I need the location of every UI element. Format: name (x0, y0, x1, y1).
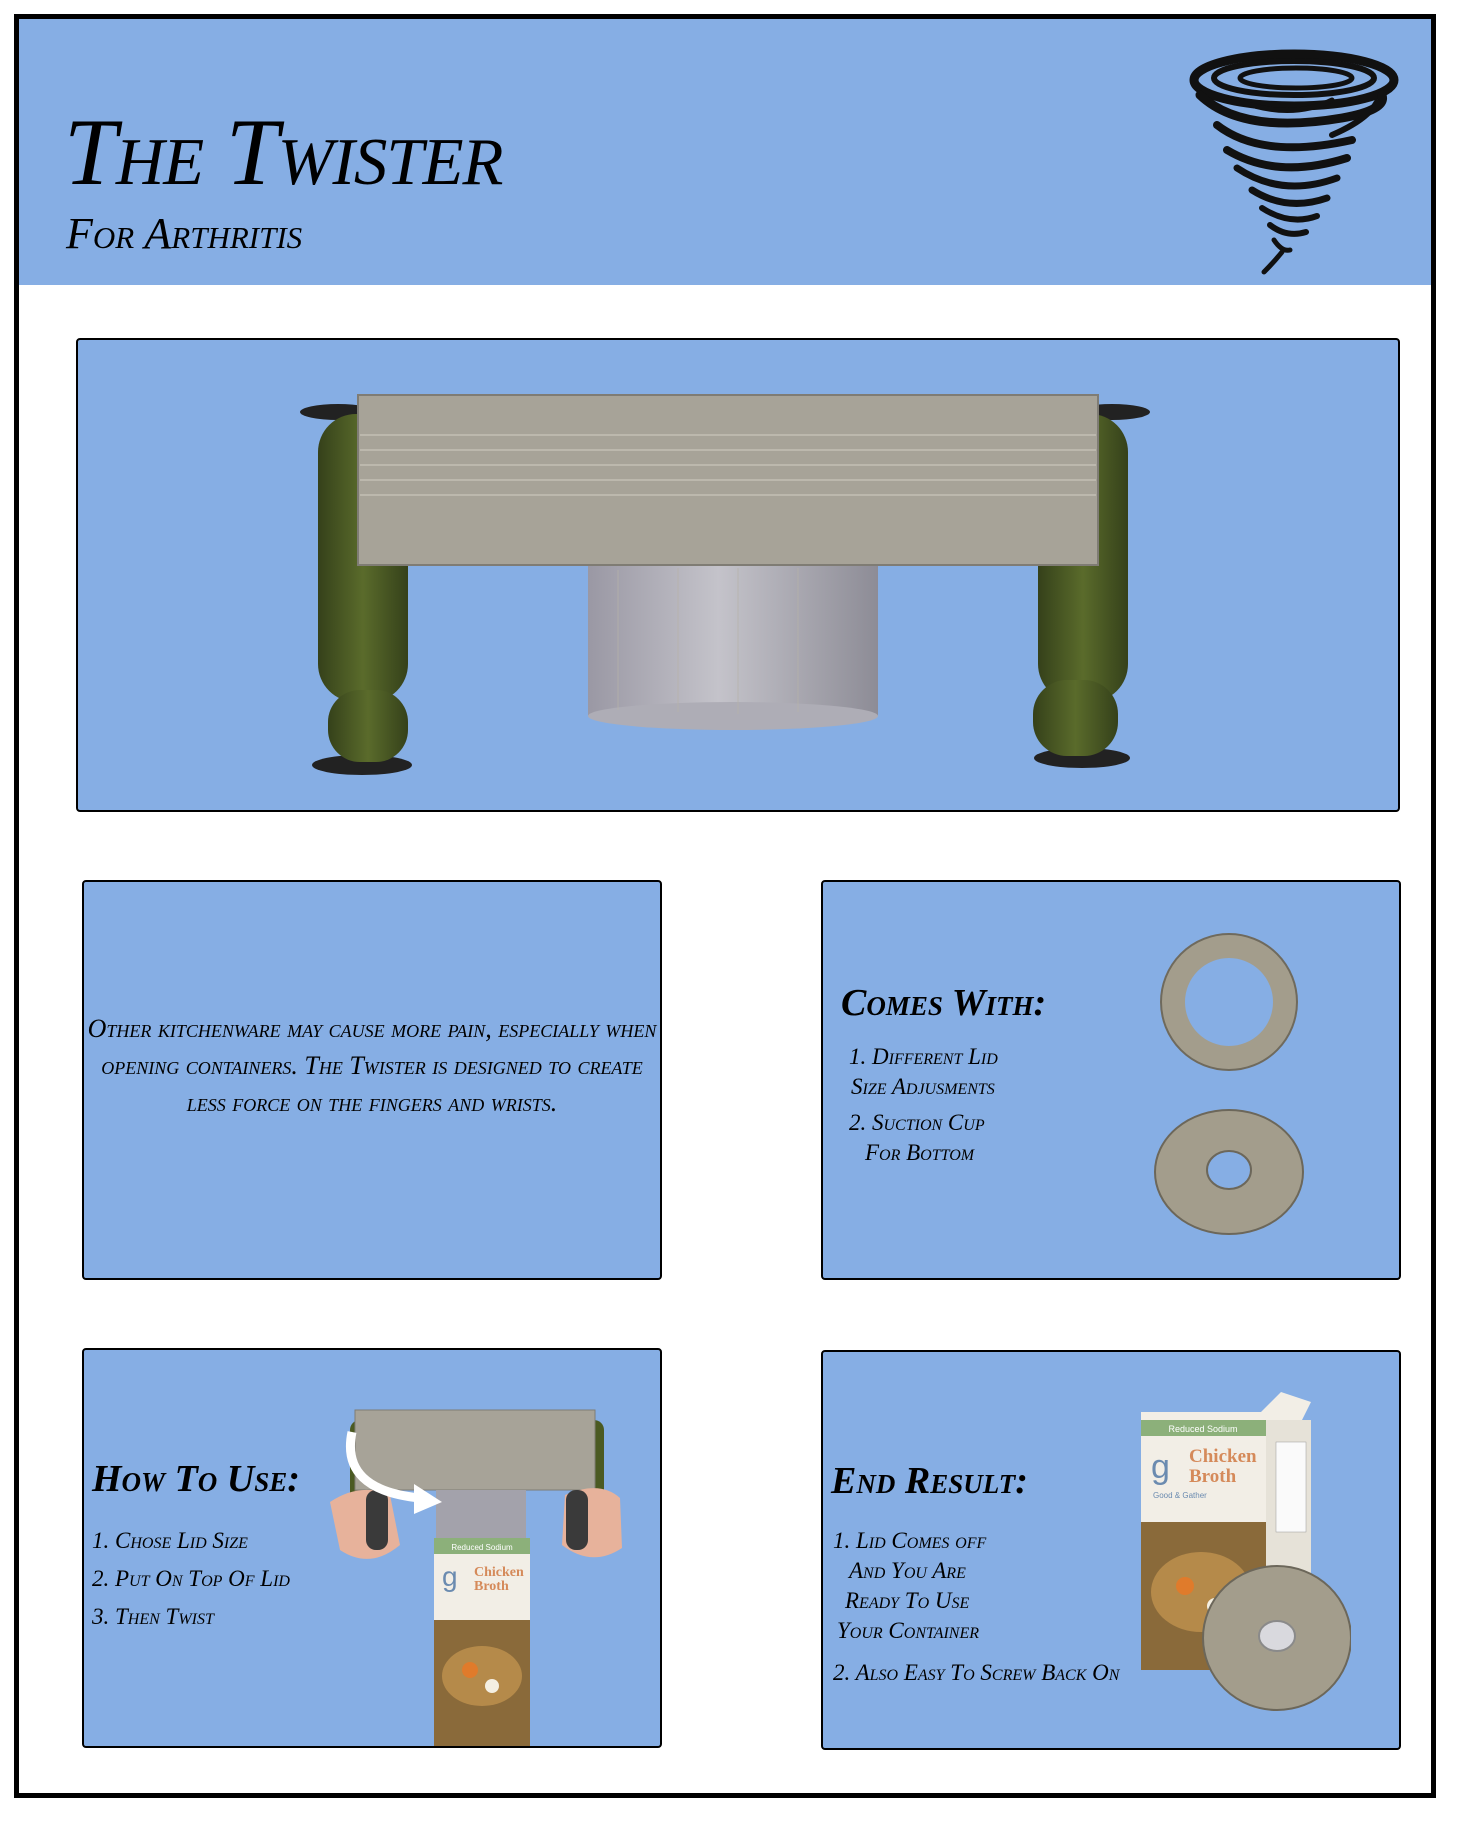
how-to-use-heading: How To Use: (92, 1458, 300, 1500)
end-result-line-1: 1. Lid Comes off (833, 1528, 987, 1553)
end-result-line-5: 2. Also Easy To Screw Back On (833, 1660, 1120, 1685)
result-carton-name-line1: Chicken (1189, 1446, 1257, 1467)
how-to-use-image (330, 1380, 660, 1748)
result-carton-name-line2: Broth (1189, 1466, 1237, 1487)
carton-banner: Reduced Sodium (451, 1543, 513, 1552)
lid-adapter-images (1143, 932, 1343, 1252)
result-carton-banner: Reduced Sodium (1168, 1424, 1238, 1434)
end-result-heading: End Result: (831, 1460, 1028, 1502)
how-to-step-1: 1. Chose Lid Size (92, 1528, 248, 1553)
comes-with-item-2-line1: 2. Suction Cup (849, 1110, 985, 1135)
svg-text:g: g (1151, 1448, 1170, 1486)
svg-text:g: g (442, 1561, 458, 1592)
end-result-panel (821, 1350, 1401, 1750)
carton-name-line1: Chicken (474, 1565, 524, 1580)
comes-with-panel (821, 880, 1401, 1280)
carton-name-line2: Broth (474, 1579, 509, 1594)
poster-subtitle: For Arthritis (66, 209, 303, 258)
comes-with-item-1-line1: 1. Different Lid (849, 1044, 998, 1069)
end-result-line-2: And You Are (849, 1558, 966, 1583)
hero-panel (76, 338, 1400, 812)
how-to-step-2: 2. Put On Top Of Lid (92, 1566, 290, 1591)
end-result-line-4: Your Container (837, 1618, 980, 1643)
end-result-image (1141, 1392, 1351, 1712)
how-to-use-panel (82, 1348, 662, 1748)
intro-panel (82, 880, 662, 1280)
twister-device-image (78, 340, 1398, 810)
comes-with-item-2-line2: For Bottom (865, 1140, 975, 1165)
how-to-step-3: 3. Then Twist (92, 1604, 214, 1629)
tornado-icon (1182, 40, 1407, 280)
poster-title: The Twister (64, 99, 503, 205)
comes-with-item-1-line2: Size Adjusments (851, 1074, 995, 1099)
comes-with-heading: Comes With: (841, 982, 1047, 1024)
intro-text: Other kitchenware may cause more pain, especially when opening containers. The Twister is designed to create less force on the fingers and wrists. (87, 1014, 657, 1117)
result-carton-brand: Good & Gather (1153, 1491, 1207, 1500)
end-result-line-3: Ready To Use (845, 1588, 970, 1613)
